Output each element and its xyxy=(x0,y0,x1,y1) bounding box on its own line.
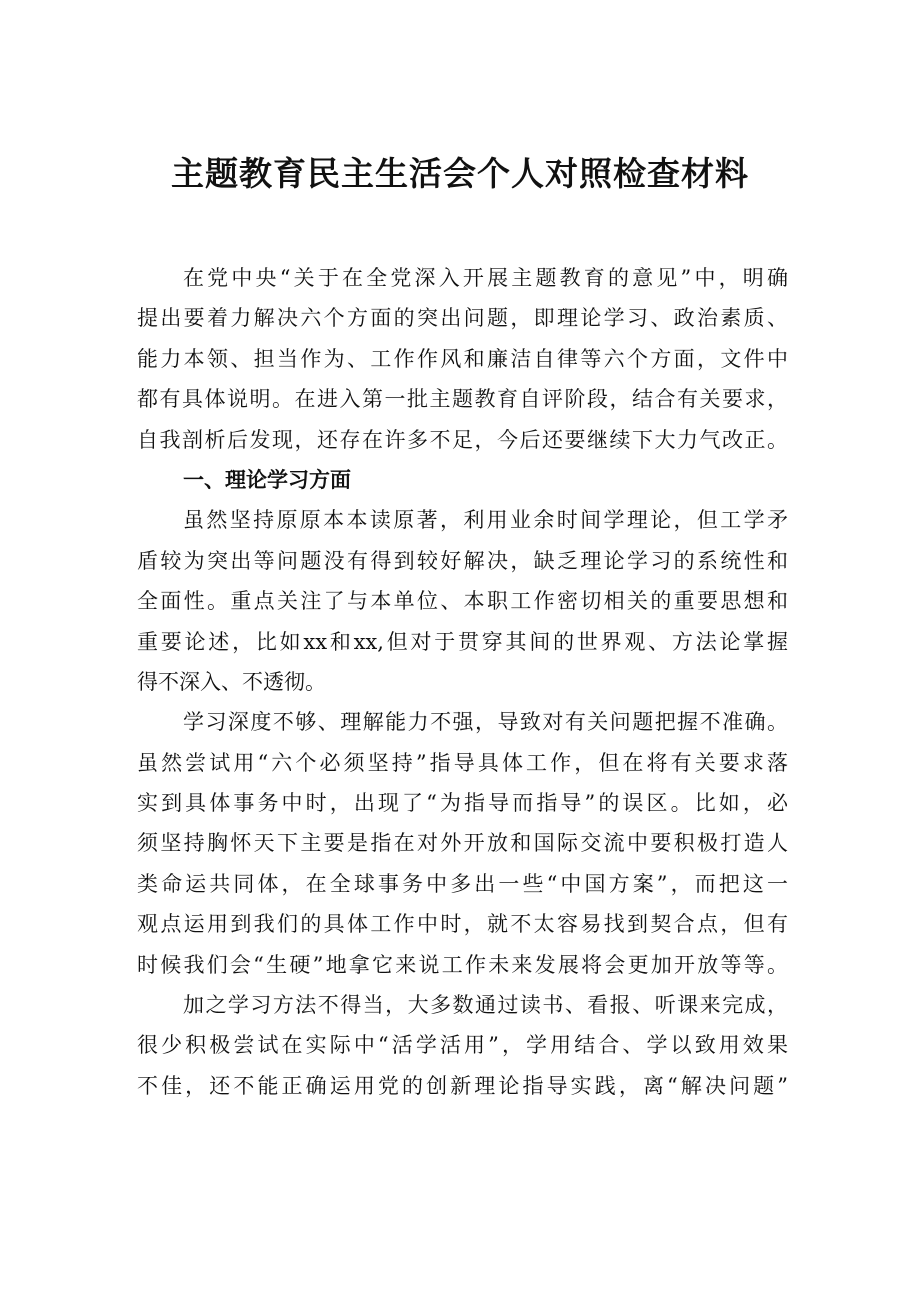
paragraph-line: 虽然尝试用“六个必须坚持”指导具体工作，但在将有关要求落 xyxy=(137,750,788,775)
paragraph-line: 得不深入、不透彻。 xyxy=(137,669,326,694)
document-body xyxy=(137,258,788,1106)
paragraph-line: 须坚持胸怀天下主要是指在对外开放和国际交流中要积极打造人 xyxy=(137,831,788,856)
paragraph-line: 全面性。重点关注了与本单位、本职工作密切相关的重要思想和 xyxy=(137,589,788,614)
paragraph-line: 盾较为突出等问题没有得到较好解决，缺乏理论学习的系统性和 xyxy=(137,548,788,573)
paragraph-line: 观点运用到我们的具体工作中时，就不太容易找到契合点，但有 xyxy=(137,912,788,937)
paragraph-line: 时候我们会“生硬”地拿它来说工作未来发展将会更加开放等等。 xyxy=(137,952,788,977)
paragraph-line: 很少积极尝试在实际中“活学活用”，学用结合、学以致用效果 xyxy=(137,1033,788,1058)
paragraph-line: 在党中央“关于在全党深入开展主题教育的意见”中，明确 xyxy=(183,266,788,290)
paragraph-line: 加之学习方法不得当，大多数通过读书、看报、听课来完成， xyxy=(183,993,788,1018)
paragraph-line: 虽然坚持原原本本读原著，利用业余时间学理论，但工学矛 xyxy=(183,508,788,533)
paragraph-line: 类命运共同体，在全球事务中多出一些“中国方案”，而把这一 xyxy=(137,871,788,896)
paragraph-line: 都有具体说明。在进入第一批主题教育自评阶段，结合有关要求， xyxy=(137,387,788,412)
paragraph-line: 学习深度不够、理解能力不强，导致对有关问题把握不准确。 xyxy=(183,710,788,735)
paragraph-line: 实到具体事务中时，出现了“为指导而指导”的误区。比如，必 xyxy=(137,791,788,816)
section-heading: 一、理论学习方面 xyxy=(183,467,351,492)
document-title: 主题教育民主生活会个人对照检查材料 xyxy=(171,154,749,193)
paragraph-line: 能力本领、担当作为、工作作风和廉洁自律等六个方面，文件中 xyxy=(137,346,788,371)
paragraph-line: 不佳，还不能正确运用党的创新理论指导实践，离“解决问题” xyxy=(137,1073,788,1098)
paragraph-line: 提出要着力解决六个方面的突出问题，即理论学习、政治素质、 xyxy=(137,306,788,331)
paragraph-line: 重要论述，比如xx和xx,但对于贯穿其间的世界观、方法论掌握 xyxy=(137,629,788,654)
paragraph-line: 自我剖析后发现，还存在许多不足，今后还要继续下大力气改正。 xyxy=(137,427,788,452)
